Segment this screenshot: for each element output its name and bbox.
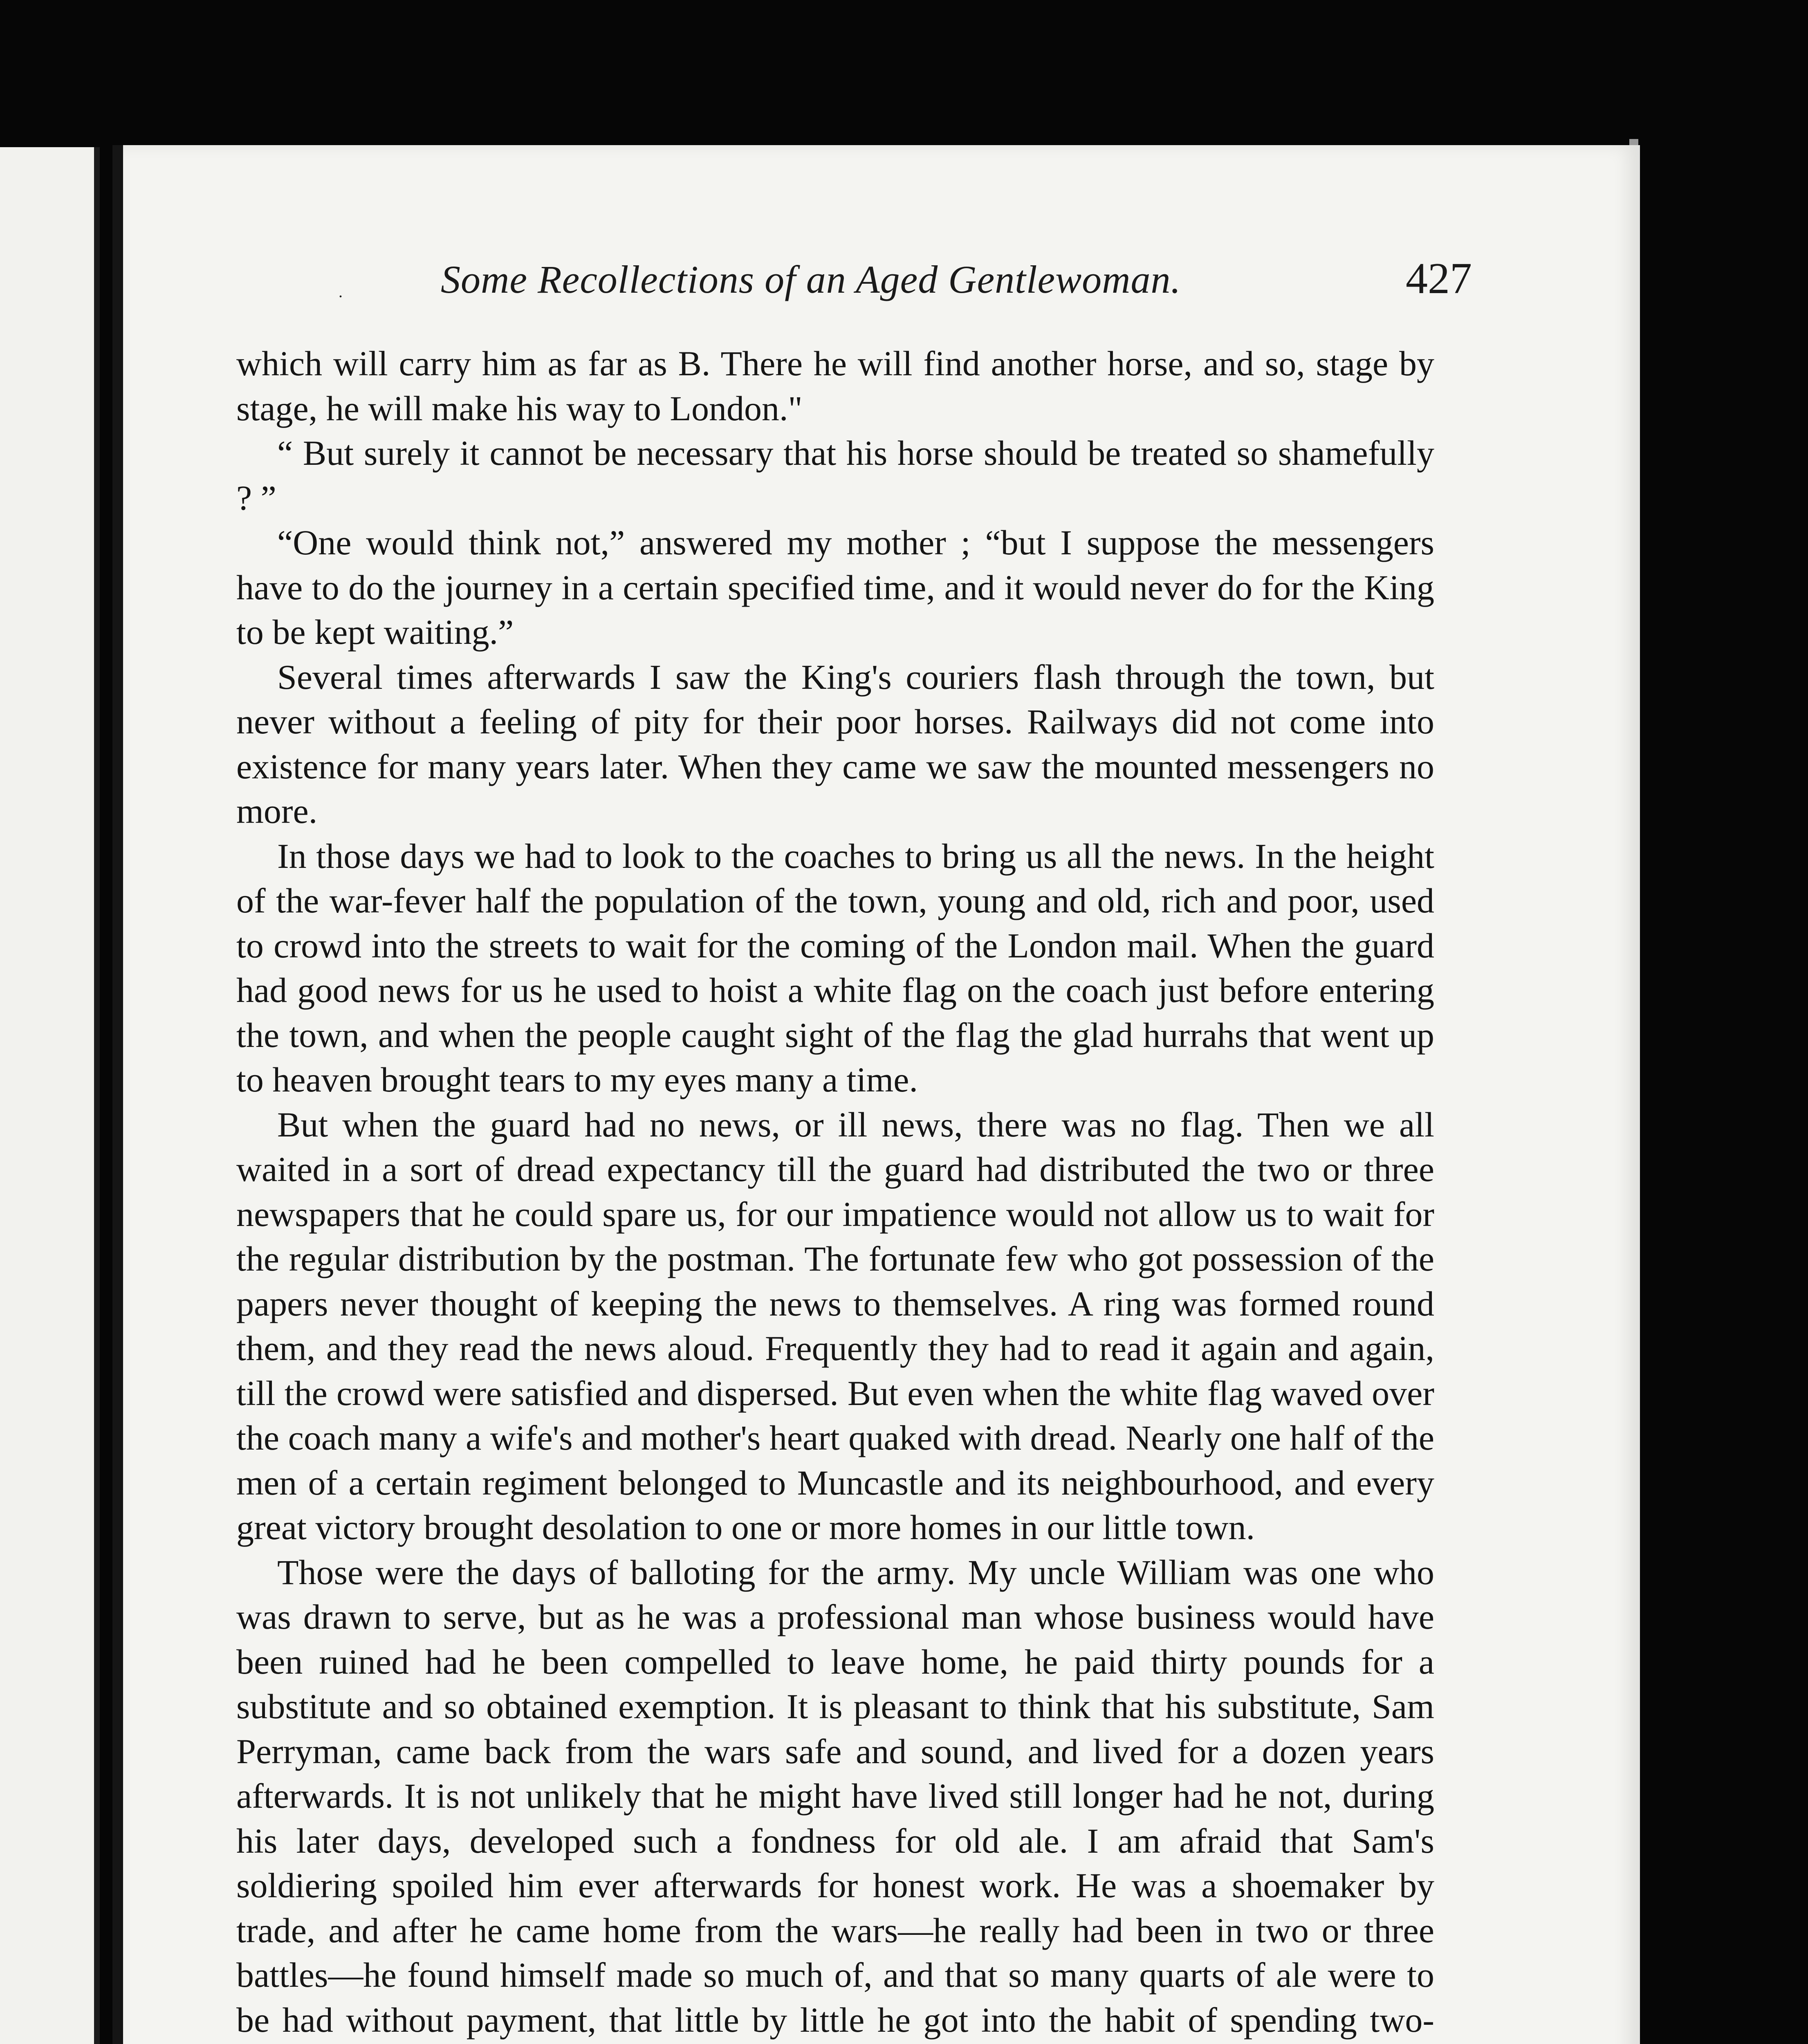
paragraph: “One would think not,” answered my mother ; “but I suppose the messengers have to do the journey in a certain specified time, and it would never do for the King to be kept waiting.” xyxy=(236,523,1434,652)
paragraph: But when the guard had no news, or ill news, there was no flag. Then we all waited in a sort of dread expectancy till the guard had distributed the two or three newspapers that he could spare us, for our impatience would not allow us to wait for the regular distribution by the postman. The fortunate few who got possession of the papers never thought of keeping the news to themselves. A ring was formed round them, and they read the news aloud. Frequently they had to read it again and again, till the crowd were satisfied and dispersed. But even when the white flag waved over the coach many a wife's and mother's heart quaked with dread. Nearly one half of the men of a certain regiment belonged to Muncastle and its neighbourhood, and every great victory brought desolation to one or more homes in our little town. xyxy=(236,1105,1434,1547)
page-header xyxy=(204,245,1472,327)
paragraph: In those days we had to look to the coaches to bring us all the news. In the height of the war-fever half the population of the town, young and old, rich and poor, used to crowd into the streets to wait for the coming of the London mail. When the guard had good news for us he used to hoist a white flag on the coach just before entering the town, and when the people caught sight of the flag the glad hurrahs that went up to heaven brought tears to my eyes many a time. xyxy=(236,836,1434,1099)
paragraph: Several times afterwards I saw the King's couriers flash through the town, but never without a feeling of pity for their poor horses. Railways did not come into existence for many years later. When they came we saw the mounted messengers no more. xyxy=(236,657,1434,831)
paragraph: “ But surely it cannot be necessary that his horse should be treated so shamefully ? ” xyxy=(236,433,1434,518)
paragraph: which will carry him as far as B. There he will find another horse, and so, stage by stage, he will make his way to London." xyxy=(236,344,1434,428)
header-dot: . xyxy=(339,282,343,301)
facing-page-edge xyxy=(0,147,100,2044)
page-number: 427 xyxy=(1406,254,1472,303)
body-text xyxy=(236,341,1434,2044)
paragraph: Those were the days of balloting for the army. My uncle William was one who was drawn to serve, but as he was a professional man whose business would have been ruined had he been compelled to leave home, he paid thirty pounds for a substitute and so obtained exemption. It is pleasant to think that his substitute, Sam Perryman, came back from the wars safe and sound, and lived for a dozen years afterwards. It is not unlikely that he might have lived still longer had he not, during his later days, developed such a fondness for old ale. I am afraid that Sam's soldiering spoiled him ever afterwards for honest work. He was a shoemaker by trade, and after he came home from the wars—he really had been in two or three battles—he found himself made so much of, and that so many quarts of ale were to be had without payment, that little by little he got into the habit of spending two- xyxy=(236,1552,1434,2040)
running-head: Some Recollections of an Aged Gentlewoman. xyxy=(441,258,1181,301)
